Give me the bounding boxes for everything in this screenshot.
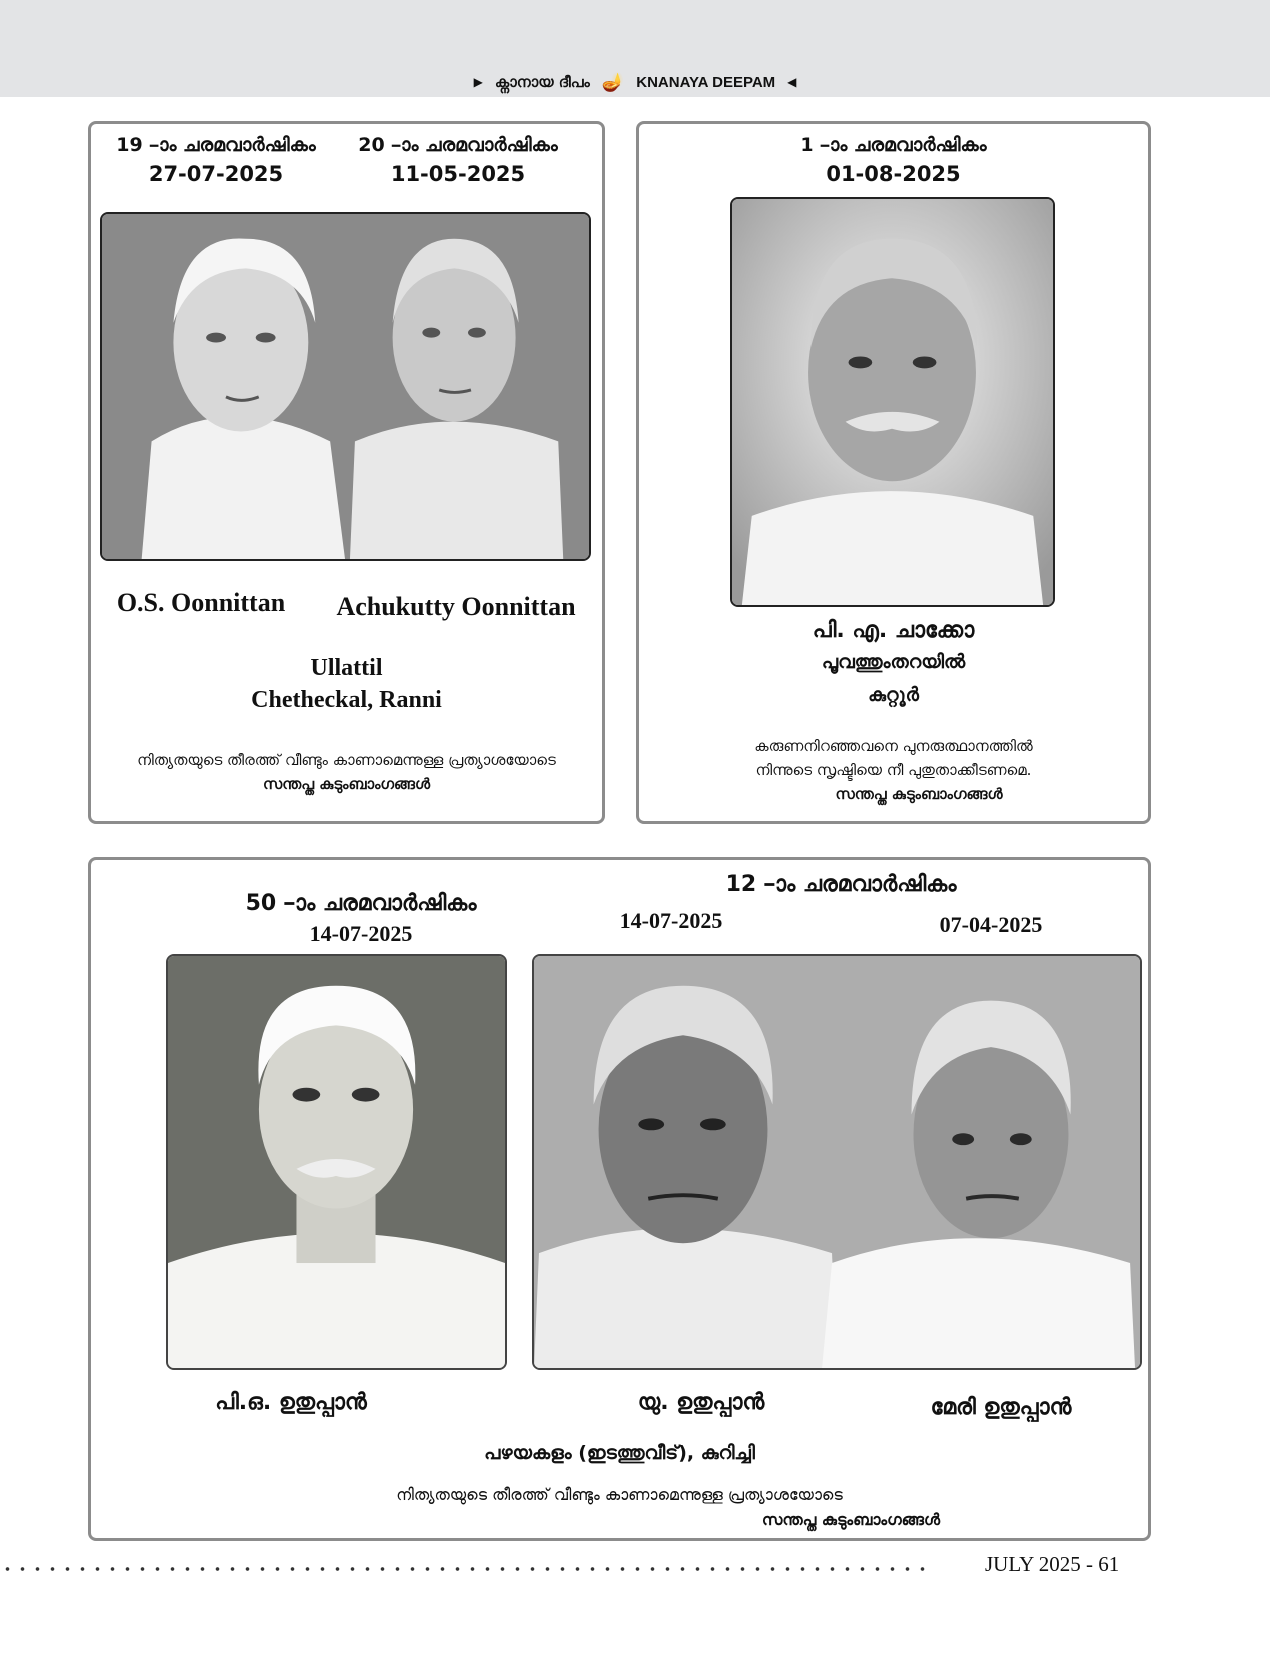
- memorial-date-right: 11-05-2025: [390, 162, 526, 186]
- anniversary-label-left: 19 –ാം ചരമവാർഷികം: [116, 134, 316, 156]
- place-name: കുറ്റൂർ: [868, 684, 919, 706]
- name-left: O.S. Oonnittan: [116, 588, 286, 617]
- family-signoff: സന്തപ്ത കുടുംബാംഗങ്ങൾ: [262, 775, 431, 793]
- magazine-title-malayalam: ക്നാനായ ദീപം: [494, 73, 590, 91]
- memorial-date: 01-08-2025: [826, 162, 961, 186]
- name-left: പി.ഒ. ഉതുപ്പാൻ: [215, 1390, 367, 1415]
- name-right: മേരി ഉതുപ്പാൻ: [930, 1395, 1072, 1420]
- anniversary-label-right: 12 –ാം ചരമവാർഷികം: [725, 872, 957, 897]
- footer-dotted-rule: [0, 1566, 935, 1572]
- page-header: [0, 0, 1270, 97]
- left-triangle-icon: ◀: [787, 75, 797, 89]
- magazine-title-english: KNANAYA DEEPAM: [636, 73, 776, 91]
- anniversary-label-right: 20 –ാം ചരമവാർഷികം: [358, 134, 558, 156]
- portrait-po-uthuppan: [166, 954, 507, 1370]
- name-right: Achukutty Oonnittan: [336, 592, 576, 621]
- right-triangle-icon: ▶: [473, 75, 483, 89]
- house-name: Ullattil: [310, 655, 383, 681]
- magazine-title-bar: [0, 70, 1270, 94]
- family-signoff: സന്തപ്ത കുടുംബാംഗങ്ങൾ: [761, 1510, 941, 1529]
- house-name: പൂവത്തുംതറയിൽ: [821, 651, 966, 673]
- obituary-card-uthuppan: [88, 857, 1151, 1541]
- place-name: Chetheckal, Ranni: [251, 687, 442, 713]
- anniversary-label: 1 –ാം ചരമവാർഷികം: [800, 134, 987, 156]
- portrait-chacko: [730, 197, 1055, 607]
- condolence-message: നിത്യതയുടെ തീരത്ത് വീണ്ടും കാണാമെന്നുള്ള പ്രത്യാശയോടെ: [396, 1485, 843, 1504]
- memorial-date-left: 14-07-2025: [309, 921, 413, 946]
- condolence-message: നിത്യതയുടെ തീരത്ത് വീണ്ടും കാണാമെന്നുള്ള പ്രത്യാശയോടെ: [137, 751, 556, 769]
- prayer-line-2: നിന്നുടെ സൃഷ്ടിയെ നീ പുതുതാക്കീടണമെ.: [755, 761, 1032, 779]
- name-middle: യു. ഉതുപ്പാൻ: [637, 1390, 765, 1415]
- house-and-place: പഴയകളം (ഇടത്തുവീട്), കുറിച്ചി: [484, 1442, 755, 1464]
- memorial-date-right: 07-04-2025: [939, 912, 1043, 937]
- name: പി. എ. ചാക്കോ: [812, 618, 975, 643]
- portrait-couple-oonnittan: [100, 212, 591, 561]
- obituary-card-chacko: [636, 121, 1151, 824]
- anniversary-label-left: 50 –ാം ചരമവാർഷികം: [245, 891, 477, 916]
- prayer-line-1: കരുണനിറഞ്ഞവനെ പുനരുത്ഥാനത്തിൽ: [754, 737, 1033, 755]
- family-signoff: സന്തപ്ത കുടുംബാംഗങ്ങൾ: [835, 785, 1003, 803]
- portrait-couple-uthuppan: [532, 954, 1142, 1370]
- memorial-date-left: 27-07-2025: [148, 162, 284, 186]
- page-number: JULY 2025 - 61: [985, 1552, 1120, 1576]
- memorial-date-middle: 14-07-2025: [619, 908, 723, 933]
- oil-lamp-icon: 🪔: [601, 71, 625, 93]
- obituary-card-oonnittan: [88, 121, 605, 824]
